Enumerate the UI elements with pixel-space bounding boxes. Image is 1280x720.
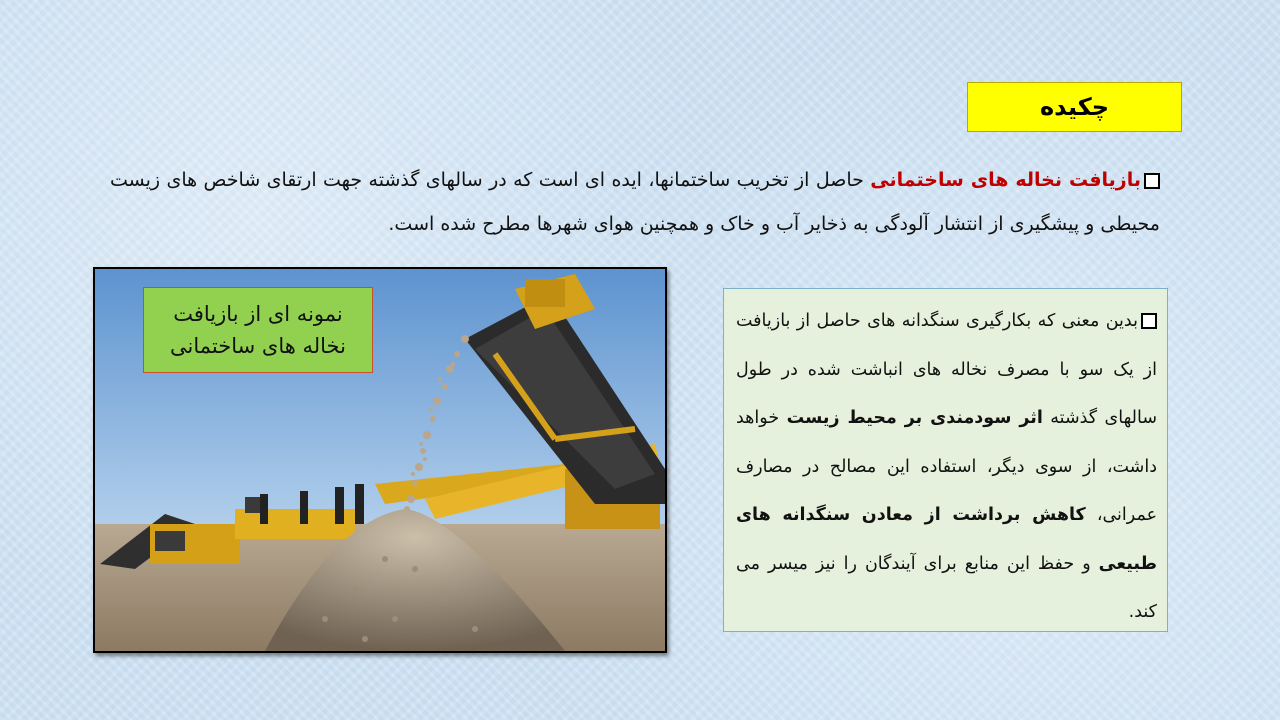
checkbox-bullet-icon	[1144, 173, 1160, 189]
intro-paragraph	[110, 158, 1160, 246]
description-box	[723, 288, 1168, 632]
photo-caption: نمونه ای از بازیافت نخاله های ساختمانی	[143, 287, 373, 373]
description-text-3: و حفظ این منابع برای آیندگان را نیز میسر می کند.	[736, 553, 1157, 622]
description-bold-2: کاهش برداشت از معادن سنگدانه های طبیعی	[736, 505, 1157, 574]
description-paragraph	[736, 297, 1157, 637]
description-text-1: بدین معنی که بکارگیری سنگدانه های حاصل از بازیافت از یک سو با مصرف نخاله های انباشت شده در طول سالهای گذشته	[736, 311, 1157, 428]
description-text-2: خواهد داشت، از سوی دیگر، استفاده این مصالح در مصارف عمرانی،	[736, 408, 1158, 525]
slide-title: چکیده	[967, 82, 1182, 132]
checkbox-bullet-icon	[1141, 313, 1157, 329]
description-bold-1: اثر سودمندی بر محیط زیست	[786, 408, 1043, 428]
intro-text: حاصل از تخریب ساختمانها، ایده ای است که در سالهای گذشته جهت ارتقای شاخص های زیست محیطی و پیشگیری از انتشار آلودگی به ذخایر آب و خاک و همچنین هوای شهرها مطرح شده است.	[110, 169, 1160, 235]
intro-highlight: بازیافت نخاله های ساختمانی	[870, 169, 1141, 191]
